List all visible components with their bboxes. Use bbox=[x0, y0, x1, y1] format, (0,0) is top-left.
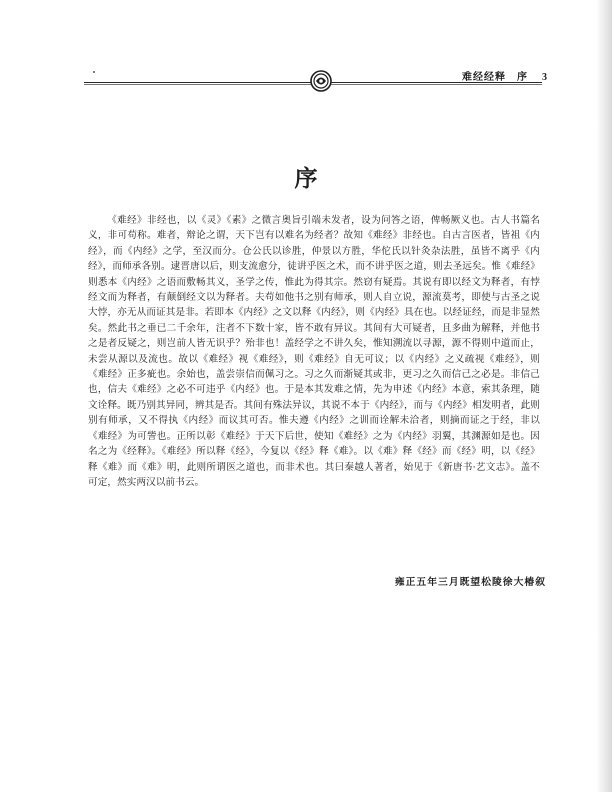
page-title: 序 bbox=[294, 165, 318, 192]
running-title: 难经经释 序 bbox=[462, 72, 528, 83]
page-edge-shadow bbox=[596, 0, 612, 792]
signature-line: 雍正五年三月既望松陵徐大椿叙 bbox=[394, 577, 546, 588]
page-number: 3 bbox=[542, 72, 548, 83]
preface-body: 《难经》非经也，以《灵》《素》之微言奥旨引端未发者，设为问答之语，俾畅厥义也。古人书篇名义，非可苟称。难者，辩论之谓，天下岂有以难名为经者？故知《难经》非经也。自古言医者，皆祖《内经》，而《内经》之学，至汉而分。仓公氏以诊胜，仲景以方胜，华佗氏以针灸杂法胜，虽皆不离乎《内经》，而师承各别。逮晋唐以后，则支流愈分，徒讲乎医之术，而不讲乎医之道，则去圣远矣。惟《难经》则悉本《内经》之语而敷畅其义，圣学之传，惟此为得其宗。然窃有疑焉。其说有即以经文为释者，有悖经文而为释者，有颠倒经文以为释者。夫苟如他书之别有师承，则人自立说，源流莫考，即使与古圣之说大悖，亦无从而证其是非。若即本《内经》之文以释《内经》，则《内经》具在也。以经证经，而是非显然矣。然此书之垂已二千余年，注者不下数十家，皆不敢有异议。其间有大可疑者，且多曲为解释，并他书之是者反疑之，则岂前人皆无识乎？殆非也！盖经学之不讲久矣，惟知溯流以寻源，源不得则中道而止，未尝从源以及流也。故以《难经》视《难经》，则《难经》自无可议；以《内经》之义疏视《难经》，则《难经》正多疵也。余始也，盖尝崇信而佩习之。习之久而渐疑其或非，更习之久而信己之必是。非信己也，信夫《难经》之必不可违乎《内经》也。于是本其发难之情，先为申述《内经》本意，索其条理，随文诠释。既乃别其异同，辨其是否。其间有殊法异议，其说不本于《内经》，而与《内经》相发明者，此则别有师承，又不得执《内经》而议其可否。惟夫遵《内经》之训而诠解未洽者，则摘而证之于经，非以《难经》为可訾也。正所以彰《难经》于天下后世，使知《难经》之为《内经》羽翼，其渊源如是也。因名之为《经释》。《难经》所以释《经》，今复以《经》释《难》。以《难》释《经》而《经》明，以《经》释《难》而《难》明，此则所谓医之道也，而非术也。其曰秦越人著者，始见于《新唐书·艺文志》。盖不可定，然实两汉以前书云。 bbox=[88, 215, 540, 488]
running-head bbox=[462, 68, 548, 83]
emblem-icon bbox=[310, 70, 332, 92]
scan-speck bbox=[93, 71, 95, 73]
